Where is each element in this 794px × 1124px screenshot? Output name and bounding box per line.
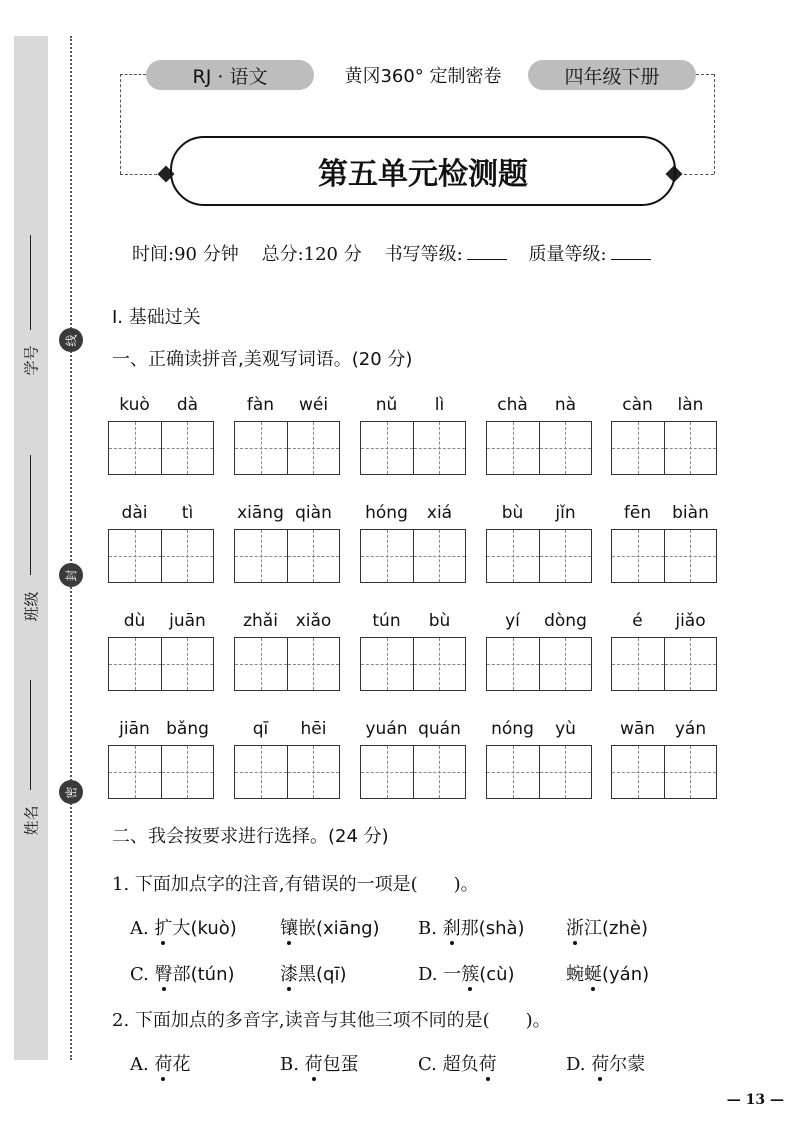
writing-cell[interactable] [612, 638, 665, 690]
part1-heading: 一、正确读拼音,美观写词语。(20 分) [112, 349, 413, 370]
seal-secret: 密 [59, 780, 83, 804]
q1-option-b-word2: 浙江(zhè) [566, 918, 648, 939]
writing-box[interactable] [360, 529, 466, 583]
writing-box[interactable] [360, 745, 466, 799]
writing-cell[interactable] [612, 746, 665, 798]
writing-cell[interactable] [414, 746, 466, 798]
pinyin-syllable: é [632, 611, 643, 631]
writing-box[interactable] [360, 637, 466, 691]
writing-box[interactable] [108, 421, 214, 475]
writing-cell[interactable] [109, 530, 162, 582]
writing-cell[interactable] [540, 746, 592, 798]
writing-cell[interactable] [487, 638, 540, 690]
pinyin-syllable: fēn [623, 503, 652, 523]
question-2: 2. 下面加点的多音字,读音与其他三项不同的是( )。 [112, 1010, 551, 1031]
grade-pill: 四年级下册 [528, 60, 696, 90]
pinyin-syllable: tún [372, 611, 401, 631]
student-id-line [30, 235, 31, 330]
writing-cell[interactable] [162, 638, 214, 690]
pinyin-word [108, 395, 214, 475]
class-label: 班级 [22, 591, 41, 622]
pinyin-syllable: yán [674, 719, 707, 739]
name-line [30, 680, 31, 790]
writing-cell[interactable] [665, 530, 717, 582]
exam-info [132, 240, 667, 266]
q1-option-a[interactable]: A. 扩大(kuò) [130, 918, 237, 939]
pinyin-syllable: zhǎi [243, 611, 278, 631]
q1-option-b[interactable]: B. 刹那(shà) [418, 918, 525, 939]
writing-cell[interactable] [487, 530, 540, 582]
score-info: 总分:120 分 [261, 244, 362, 265]
pinyin-syllable: yù [555, 719, 576, 739]
pinyin-word [108, 611, 214, 691]
q1-option-d-word2: 蜿蜒(yán) [566, 964, 650, 985]
pinyin-syllable: qī [252, 719, 269, 739]
writing-box[interactable] [486, 421, 592, 475]
q1-option-c-word2: 漆黑(qī) [280, 964, 347, 985]
writing-cell[interactable] [414, 422, 466, 474]
q2-option-a[interactable]: A. 荷花 [130, 1054, 191, 1075]
writing-box[interactable] [234, 637, 340, 691]
writing-box[interactable] [486, 745, 592, 799]
pinyin-syllable: kuò [119, 395, 150, 415]
frame-dash [120, 74, 121, 174]
pinyin-syllable: quán [418, 719, 461, 739]
writing-cell[interactable] [162, 746, 214, 798]
pinyin-syllable: biàn [672, 503, 709, 523]
pinyin-word [486, 395, 592, 475]
pinyin-row [108, 611, 718, 691]
pinyin-word [486, 611, 592, 691]
pinyin-word [486, 719, 592, 799]
pinyin-syllable: làn [677, 395, 704, 415]
pinyin-syllable: càn [622, 395, 653, 415]
writing-box[interactable] [360, 421, 466, 475]
cut-line [70, 36, 72, 1060]
writing-cell[interactable] [665, 746, 717, 798]
q2-option-b[interactable]: B. 荷包蛋 [280, 1054, 359, 1075]
pinyin-syllable: wān [619, 719, 656, 739]
binding-strip [14, 36, 48, 1060]
writing-cell[interactable] [361, 530, 414, 582]
q2-option-d[interactable]: D. 荷尔蒙 [566, 1054, 646, 1075]
writing-cell[interactable] [235, 746, 288, 798]
writing-cell[interactable] [235, 422, 288, 474]
pinyin-syllable: dòng [544, 611, 587, 631]
pinyin-syllable: xiá [426, 503, 453, 523]
pinyin-row [108, 503, 718, 583]
pinyin-syllable: jiān [119, 719, 150, 739]
q1-option-c[interactable]: C. 臀部(tún) [130, 964, 235, 985]
pinyin-word [108, 503, 214, 583]
class-line [30, 455, 31, 575]
pinyin-word [611, 503, 717, 583]
part2-heading: 二、我会按要求进行选择。(24 分) [112, 826, 389, 847]
writing-cell[interactable] [361, 638, 414, 690]
writing-cell[interactable] [540, 638, 592, 690]
frame-dash [684, 174, 714, 175]
writing-cell[interactable] [414, 530, 466, 582]
question-1: 1. 下面加点字的注音,有错误的一项是( )。 [112, 874, 479, 895]
pinyin-word [360, 611, 466, 691]
writing-cell[interactable] [361, 422, 414, 474]
subject-pill: RJ · 语文 [146, 60, 314, 90]
page-number: — 13 — [726, 1092, 784, 1108]
writing-cell[interactable] [162, 530, 214, 582]
pinyin-word [234, 395, 340, 475]
writing-cell[interactable] [109, 746, 162, 798]
writing-cell[interactable] [288, 530, 340, 582]
writing-box[interactable] [108, 637, 214, 691]
pinyin-word [360, 503, 466, 583]
frame-dash [120, 74, 146, 75]
writing-cell[interactable] [612, 530, 665, 582]
pinyin-syllable: nóng [491, 719, 534, 739]
writing-cell[interactable] [235, 638, 288, 690]
frame-dash [696, 74, 714, 75]
pinyin-syllable: yuán [365, 719, 408, 739]
name-label: 姓名 [22, 805, 41, 836]
pinyin-syllable: bù [428, 611, 451, 631]
pinyin-syllable: hóng [365, 503, 408, 523]
writing-box[interactable] [234, 421, 340, 475]
writing-box[interactable] [611, 637, 717, 691]
writing-cell[interactable] [612, 422, 665, 474]
pinyin-syllable: dài [121, 503, 148, 523]
writing-box[interactable] [234, 529, 340, 583]
pinyin-syllable: jǐn [555, 503, 576, 523]
student-id-label: 学号 [22, 345, 41, 376]
writing-cell[interactable] [665, 638, 717, 690]
writing-box[interactable] [611, 529, 717, 583]
quality-grade-label: 质量等级: [528, 244, 607, 265]
writing-box[interactable] [108, 745, 214, 799]
writing-cell[interactable] [288, 746, 340, 798]
page-title: 第五单元检测题 [170, 136, 676, 206]
writing-cell[interactable] [109, 638, 162, 690]
writing-grade-label: 书写等级: [384, 244, 463, 265]
q1-option-d[interactable]: D. 一簇(cù) [418, 964, 515, 985]
writing-cell[interactable] [288, 638, 340, 690]
writing-cell[interactable] [288, 422, 340, 474]
writing-cell[interactable] [487, 422, 540, 474]
pinyin-word [611, 611, 717, 691]
pinyin-syllable: fàn [246, 395, 275, 415]
pinyin-syllable: lì [434, 395, 445, 415]
pinyin-syllable: chà [497, 395, 528, 415]
pinyin-syllable: xiāng [237, 503, 284, 523]
writing-box[interactable] [234, 745, 340, 799]
section-title: Ⅰ. 基础过关 [112, 307, 201, 328]
pinyin-word [486, 503, 592, 583]
pinyin-syllable: jiǎo [675, 611, 706, 631]
pinyin-syllable: juān [169, 611, 206, 631]
pinyin-syllable: qiàn [295, 503, 332, 523]
pinyin-row [108, 719, 718, 799]
writing-cell[interactable] [162, 422, 214, 474]
writing-box[interactable] [486, 637, 592, 691]
pinyin-syllable: wéi [298, 395, 329, 415]
pinyin-word [234, 719, 340, 799]
frame-dash [120, 174, 162, 175]
seal-seal: 封 [59, 563, 83, 587]
pinyin-syllable: dà [176, 395, 199, 415]
writing-cell[interactable] [540, 530, 592, 582]
writing-box[interactable] [486, 529, 592, 583]
pinyin-syllable: dù [123, 611, 146, 631]
pinyin-syllable: hēi [300, 719, 327, 739]
series-title: 黄冈360° 定制密卷 [344, 66, 502, 87]
pinyin-word [234, 503, 340, 583]
pinyin-syllable: bǎng [166, 719, 209, 739]
seal-line: 线 [59, 328, 83, 352]
writing-cell[interactable] [487, 746, 540, 798]
pinyin-word [234, 611, 340, 691]
q1-option-a-word2: 镶嵌(xiāng) [280, 918, 380, 939]
writing-box[interactable] [611, 421, 717, 475]
pinyin-row [108, 395, 718, 475]
time-info: 时间:90 分钟 [132, 244, 239, 265]
writing-cell[interactable] [540, 422, 592, 474]
pinyin-word [611, 395, 717, 475]
writing-grade-blank[interactable] [467, 259, 507, 260]
pinyin-word [360, 395, 466, 475]
pinyin-syllable: xiǎo [295, 611, 332, 631]
pinyin-word [611, 719, 717, 799]
pinyin-syllable: yí [505, 611, 520, 631]
pinyin-word [108, 719, 214, 799]
writing-box[interactable] [108, 529, 214, 583]
writing-cell[interactable] [361, 746, 414, 798]
pinyin-syllable: tì [181, 503, 194, 523]
writing-cell[interactable] [109, 422, 162, 474]
writing-cell[interactable] [414, 638, 466, 690]
writing-cell[interactable] [235, 530, 288, 582]
pinyin-syllable: nà [554, 395, 577, 415]
pinyin-syllable: bù [501, 503, 524, 523]
writing-cell[interactable] [665, 422, 717, 474]
q2-option-c[interactable]: C. 超负荷 [418, 1054, 497, 1075]
frame-dash [714, 74, 715, 174]
writing-box[interactable] [611, 745, 717, 799]
pinyin-syllable: nǔ [375, 395, 398, 415]
quality-grade-blank[interactable] [611, 259, 651, 260]
pinyin-word [360, 719, 466, 799]
